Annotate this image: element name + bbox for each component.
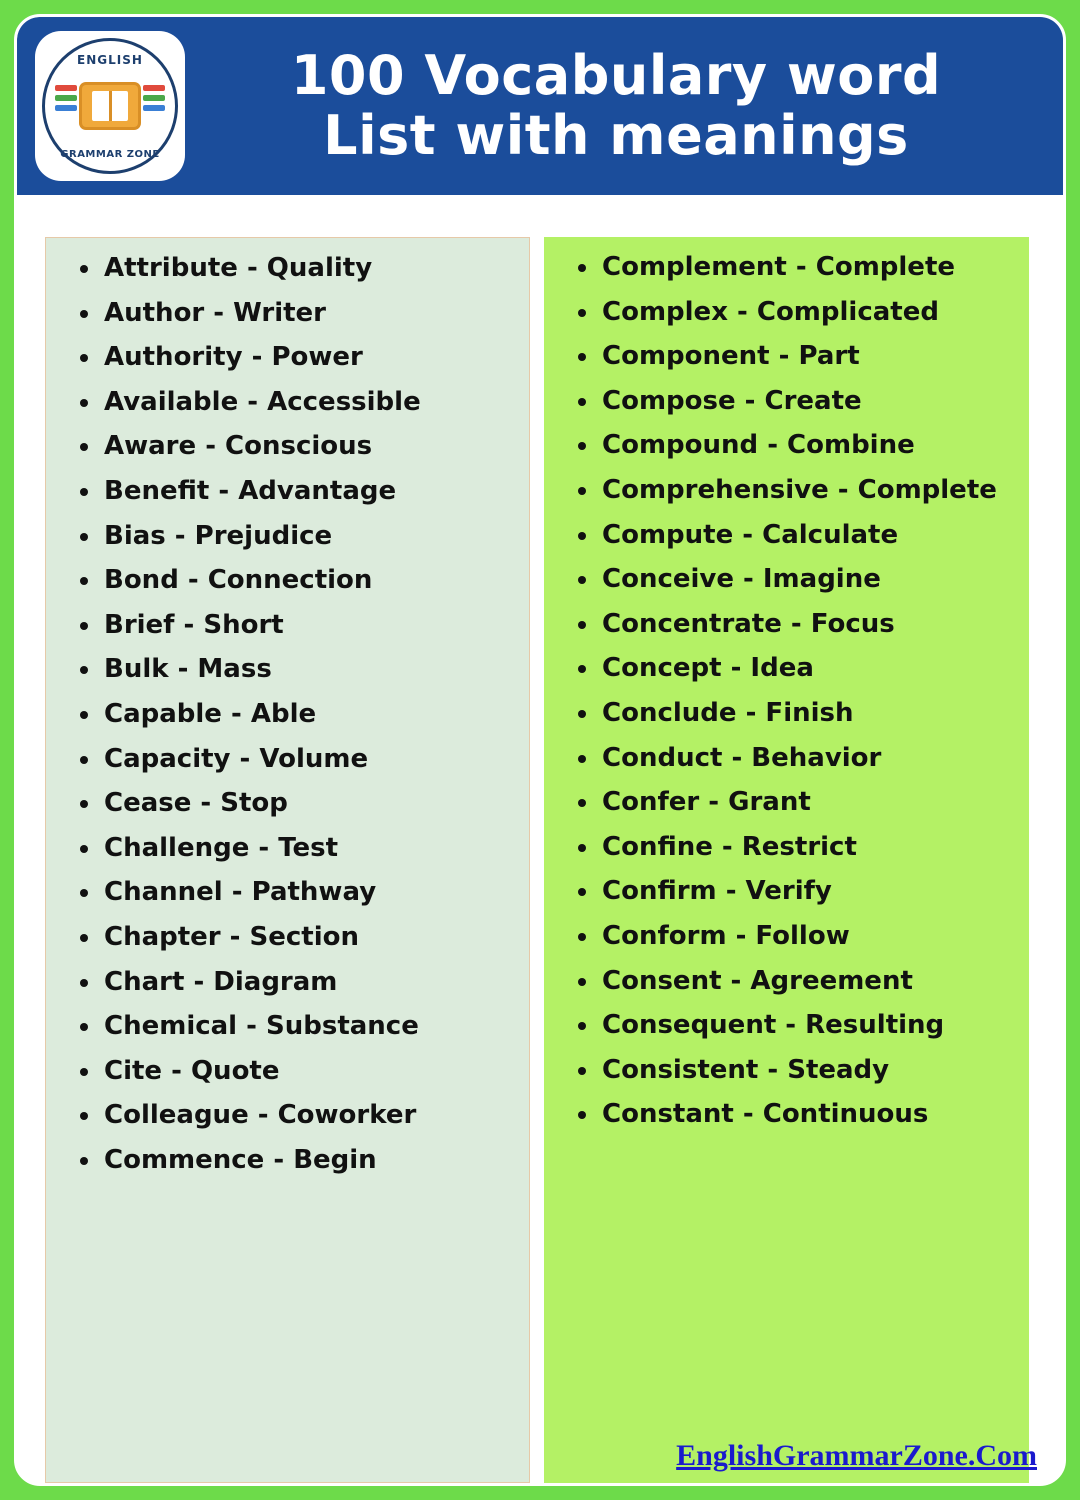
list-item: Compute - Calculate — [600, 521, 1019, 550]
list-item: Cite - Quote — [102, 1057, 519, 1086]
logo-top-label: ENGLISH — [77, 53, 143, 67]
list-item: Channel - Pathway — [102, 878, 519, 907]
page-title-line2: List with meanings — [323, 104, 909, 167]
logo-bottom-label: GRAMMAR ZONE — [60, 149, 160, 160]
page-title — [185, 43, 1043, 167]
list-item: Chart - Diagram — [102, 968, 519, 997]
list-item: Cease - Stop — [102, 789, 519, 818]
list-item: Chemical - Substance — [102, 1012, 519, 1041]
list-item: Commence - Begin — [102, 1146, 519, 1175]
right-word-list — [554, 253, 1019, 1129]
open-book-icon — [82, 85, 138, 127]
list-item: Attribute - Quality — [102, 254, 519, 283]
vocabulary-content — [17, 195, 1066, 1483]
poster-card — [14, 14, 1066, 1486]
website-link[interactable]: EnglishGrammarZone.Com — [676, 1439, 1037, 1472]
list-item: Confirm - Verify — [600, 877, 1019, 906]
list-item: Confer - Grant — [600, 788, 1019, 817]
right-column — [544, 237, 1029, 1483]
list-item: Concentrate - Focus — [600, 610, 1019, 639]
list-item: Complement - Complete — [600, 253, 1019, 282]
list-item: Consent - Agreement — [600, 967, 1019, 996]
list-item: Challenge - Test — [102, 834, 519, 863]
list-item: Chapter - Section — [102, 923, 519, 952]
list-item: Capacity - Volume — [102, 745, 519, 774]
poster-header — [17, 17, 1066, 195]
list-item: Capable - Able — [102, 700, 519, 729]
left-column — [45, 237, 530, 1483]
left-word-list — [56, 254, 519, 1174]
list-item: Concept - Idea — [600, 654, 1019, 683]
logo-badge — [42, 38, 178, 174]
list-item: Author - Writer — [102, 299, 519, 328]
list-item: Colleague - Coworker — [102, 1101, 519, 1130]
list-item: Benefit - Advantage — [102, 477, 519, 506]
list-item: Bulk - Mass — [102, 655, 519, 684]
list-item: Consequent - Resulting — [600, 1011, 1019, 1040]
list-item: Complex - Complicated — [600, 298, 1019, 327]
list-item: Confine - Restrict — [600, 833, 1019, 862]
list-item: Comprehensive - Complete — [600, 476, 1019, 505]
list-item: Bond - Connection — [102, 566, 519, 595]
list-item: Compound - Combine — [600, 431, 1019, 460]
list-item: Conduct - Behavior — [600, 744, 1019, 773]
list-item: Bias - Prejudice — [102, 522, 519, 551]
list-item: Conform - Follow — [600, 922, 1019, 951]
list-item: Constant - Continuous — [600, 1100, 1019, 1129]
list-item: Conceive - Imagine — [600, 565, 1019, 594]
list-item: Brief - Short — [102, 611, 519, 640]
list-item: Aware - Conscious — [102, 432, 519, 461]
page-title-line1: 100 Vocabulary word — [290, 43, 942, 107]
list-item: Compose - Create — [600, 387, 1019, 416]
list-item: Available - Accessible — [102, 388, 519, 417]
list-item: Component - Part — [600, 342, 1019, 371]
list-item: Consistent - Steady — [600, 1056, 1019, 1085]
list-item: Authority - Power — [102, 343, 519, 372]
pencil-icon-left — [55, 85, 77, 91]
brand-logo — [35, 31, 185, 181]
list-item: Conclude - Finish — [600, 699, 1019, 728]
pencil-icon-right — [143, 85, 165, 91]
